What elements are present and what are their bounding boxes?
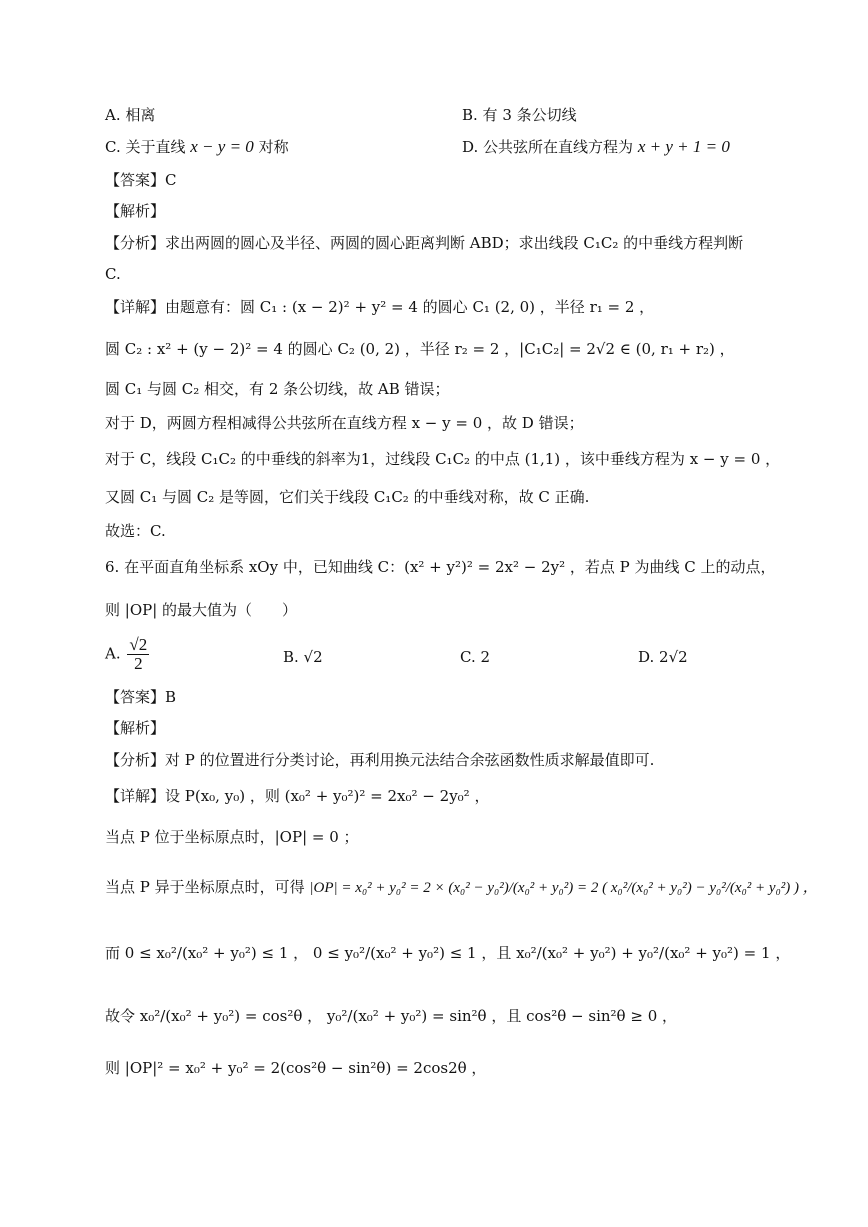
q5-fenxi-cont: C. — [105, 265, 121, 283]
q5-option-c-text: C. 关于直线 — [105, 138, 186, 156]
q6-option-d: D. 2√2 — [638, 648, 688, 666]
q6-option-b: B. √2 — [283, 648, 323, 666]
q6-option-a-numerator: √2 — [129, 635, 148, 654]
q6-detail-3 — [105, 877, 818, 898]
q5-detail-2: 圆 C₂ : x² + (y − 2)² = 4 的圆心 C₂ (0, 2) ，半径 r₂ = 2 ，|C₁C₂| = 2√2 ∈ (0, r₁ + r₂) ， — [105, 340, 735, 358]
q6-detail-3-math: |OP| = x₀² + y₀² = 2 × (x₀² − y₀²)/(x₀² + y₀²) = 2 ( x₀²/(x₀² + y₀²) − y₀²/(x₀² + y₀²) ) ， — [309, 880, 818, 896]
q5-answer: 【答案】C — [105, 171, 177, 189]
q5-option-c-tail: 对称 — [258, 138, 289, 156]
q6-detail-1: 【详解】设 P(x₀, y₀) ，则 (x₀² + y₀²)² = 2x₀² − 2y₀² ， — [105, 787, 490, 805]
q5-detail-5: 对于 C，线段 C₁C₂ 的中垂线的斜率为1，过线段 C₁C₂ 的中点 (1,1) ，该中垂线方程为 x − y = 0 ， — [105, 450, 781, 468]
q6-answer: 【答案】B — [105, 688, 177, 706]
q5-fenxi: 【分析】求出两圆的圆心及半径、两圆的圆心距离判断 ABD；求出线段 C₁C₂ 的中垂线方程判断 — [105, 234, 744, 252]
q5-option-d-math: x + y + 1 = 0 — [637, 137, 730, 156]
q5-option-c — [105, 137, 289, 157]
q6-fenxi: 【分析】对 P 的位置进行分类讨论，再利用换元法结合余弦函数性质求解最值即可. — [105, 751, 655, 769]
q5-analysis-label: 【解析】 — [105, 202, 166, 220]
q5-option-a: A. 相离 — [105, 106, 156, 124]
q5-option-d — [462, 137, 730, 157]
q5-option-d-text: D. 公共弦所在直线方程为 — [462, 138, 634, 156]
q6-detail-3-text: 当点 P 异于坐标原点时，可得 — [105, 878, 305, 896]
q6-detail-4: 而 0 ≤ x₀²/(x₀² + y₀²) ≤ 1 ， 0 ≤ y₀²/(x₀² + y₀²) ≤ 1 ，且 x₀²/(x₀² + y₀²) + y₀²/(x₀² + y₀²) = 1 ， — [105, 944, 791, 962]
q5-detail-6: 又圆 C₁ 与圆 C₂ 是等圆，它们关于线段 C₁C₂ 的中垂线对称，故 C 正确. — [105, 488, 590, 506]
q5-detail-1: 【详解】由题意有：圆 C₁ : (x − 2)² + y² = 4 的圆心 C₁ (2, 0) ，半径 r₁ = 2 ， — [105, 298, 655, 316]
q5-option-b: B. 有 3 条公切线 — [462, 106, 577, 124]
q5-detail-3: 圆 C₁ 与圆 C₂ 相交，有 2 条公切线，故 AB 错误； — [105, 380, 450, 398]
q6-analysis-label: 【解析】 — [105, 719, 166, 737]
q6-detail-5: 故令 x₀²/(x₀² + y₀²) = cos²θ ， y₀²/(x₀² + y₀²) = sin²θ ，且 cos²θ − sin²θ ≥ 0 ， — [105, 1007, 678, 1025]
q5-conclusion: 故选：C. — [105, 522, 166, 540]
q6-detail-2: 当点 P 位于坐标原点时，|OP| = 0 ； — [105, 828, 359, 846]
q6-option-a — [105, 636, 151, 680]
q6-detail-6: 则 |OP|² = x₀² + y₀² = 2(cos²θ − sin²θ) = 2cos2θ ， — [105, 1059, 487, 1077]
q6-stem-1: 6. 在平面直角坐标系 xOy 中，已知曲线 C：(x² + y²)² = 2x² − 2y² ，若点 P 为曲线 C 上的动点， — [105, 558, 776, 576]
q5-option-c-math: x − y = 0 — [190, 137, 254, 156]
q6-option-a-label: A. — [105, 644, 121, 663]
q5-detail-4: 对于 D，两圆方程相减得公共弦所在直线方程 x − y = 0 ，故 D 错误； — [105, 414, 584, 432]
q6-option-c: C. 2 — [460, 648, 491, 666]
q6-stem-2: 则 |OP| 的最大值为（ ） — [105, 601, 298, 619]
q6-option-a-denominator: 2 — [134, 654, 143, 673]
q6-option-a-fraction — [127, 636, 149, 673]
